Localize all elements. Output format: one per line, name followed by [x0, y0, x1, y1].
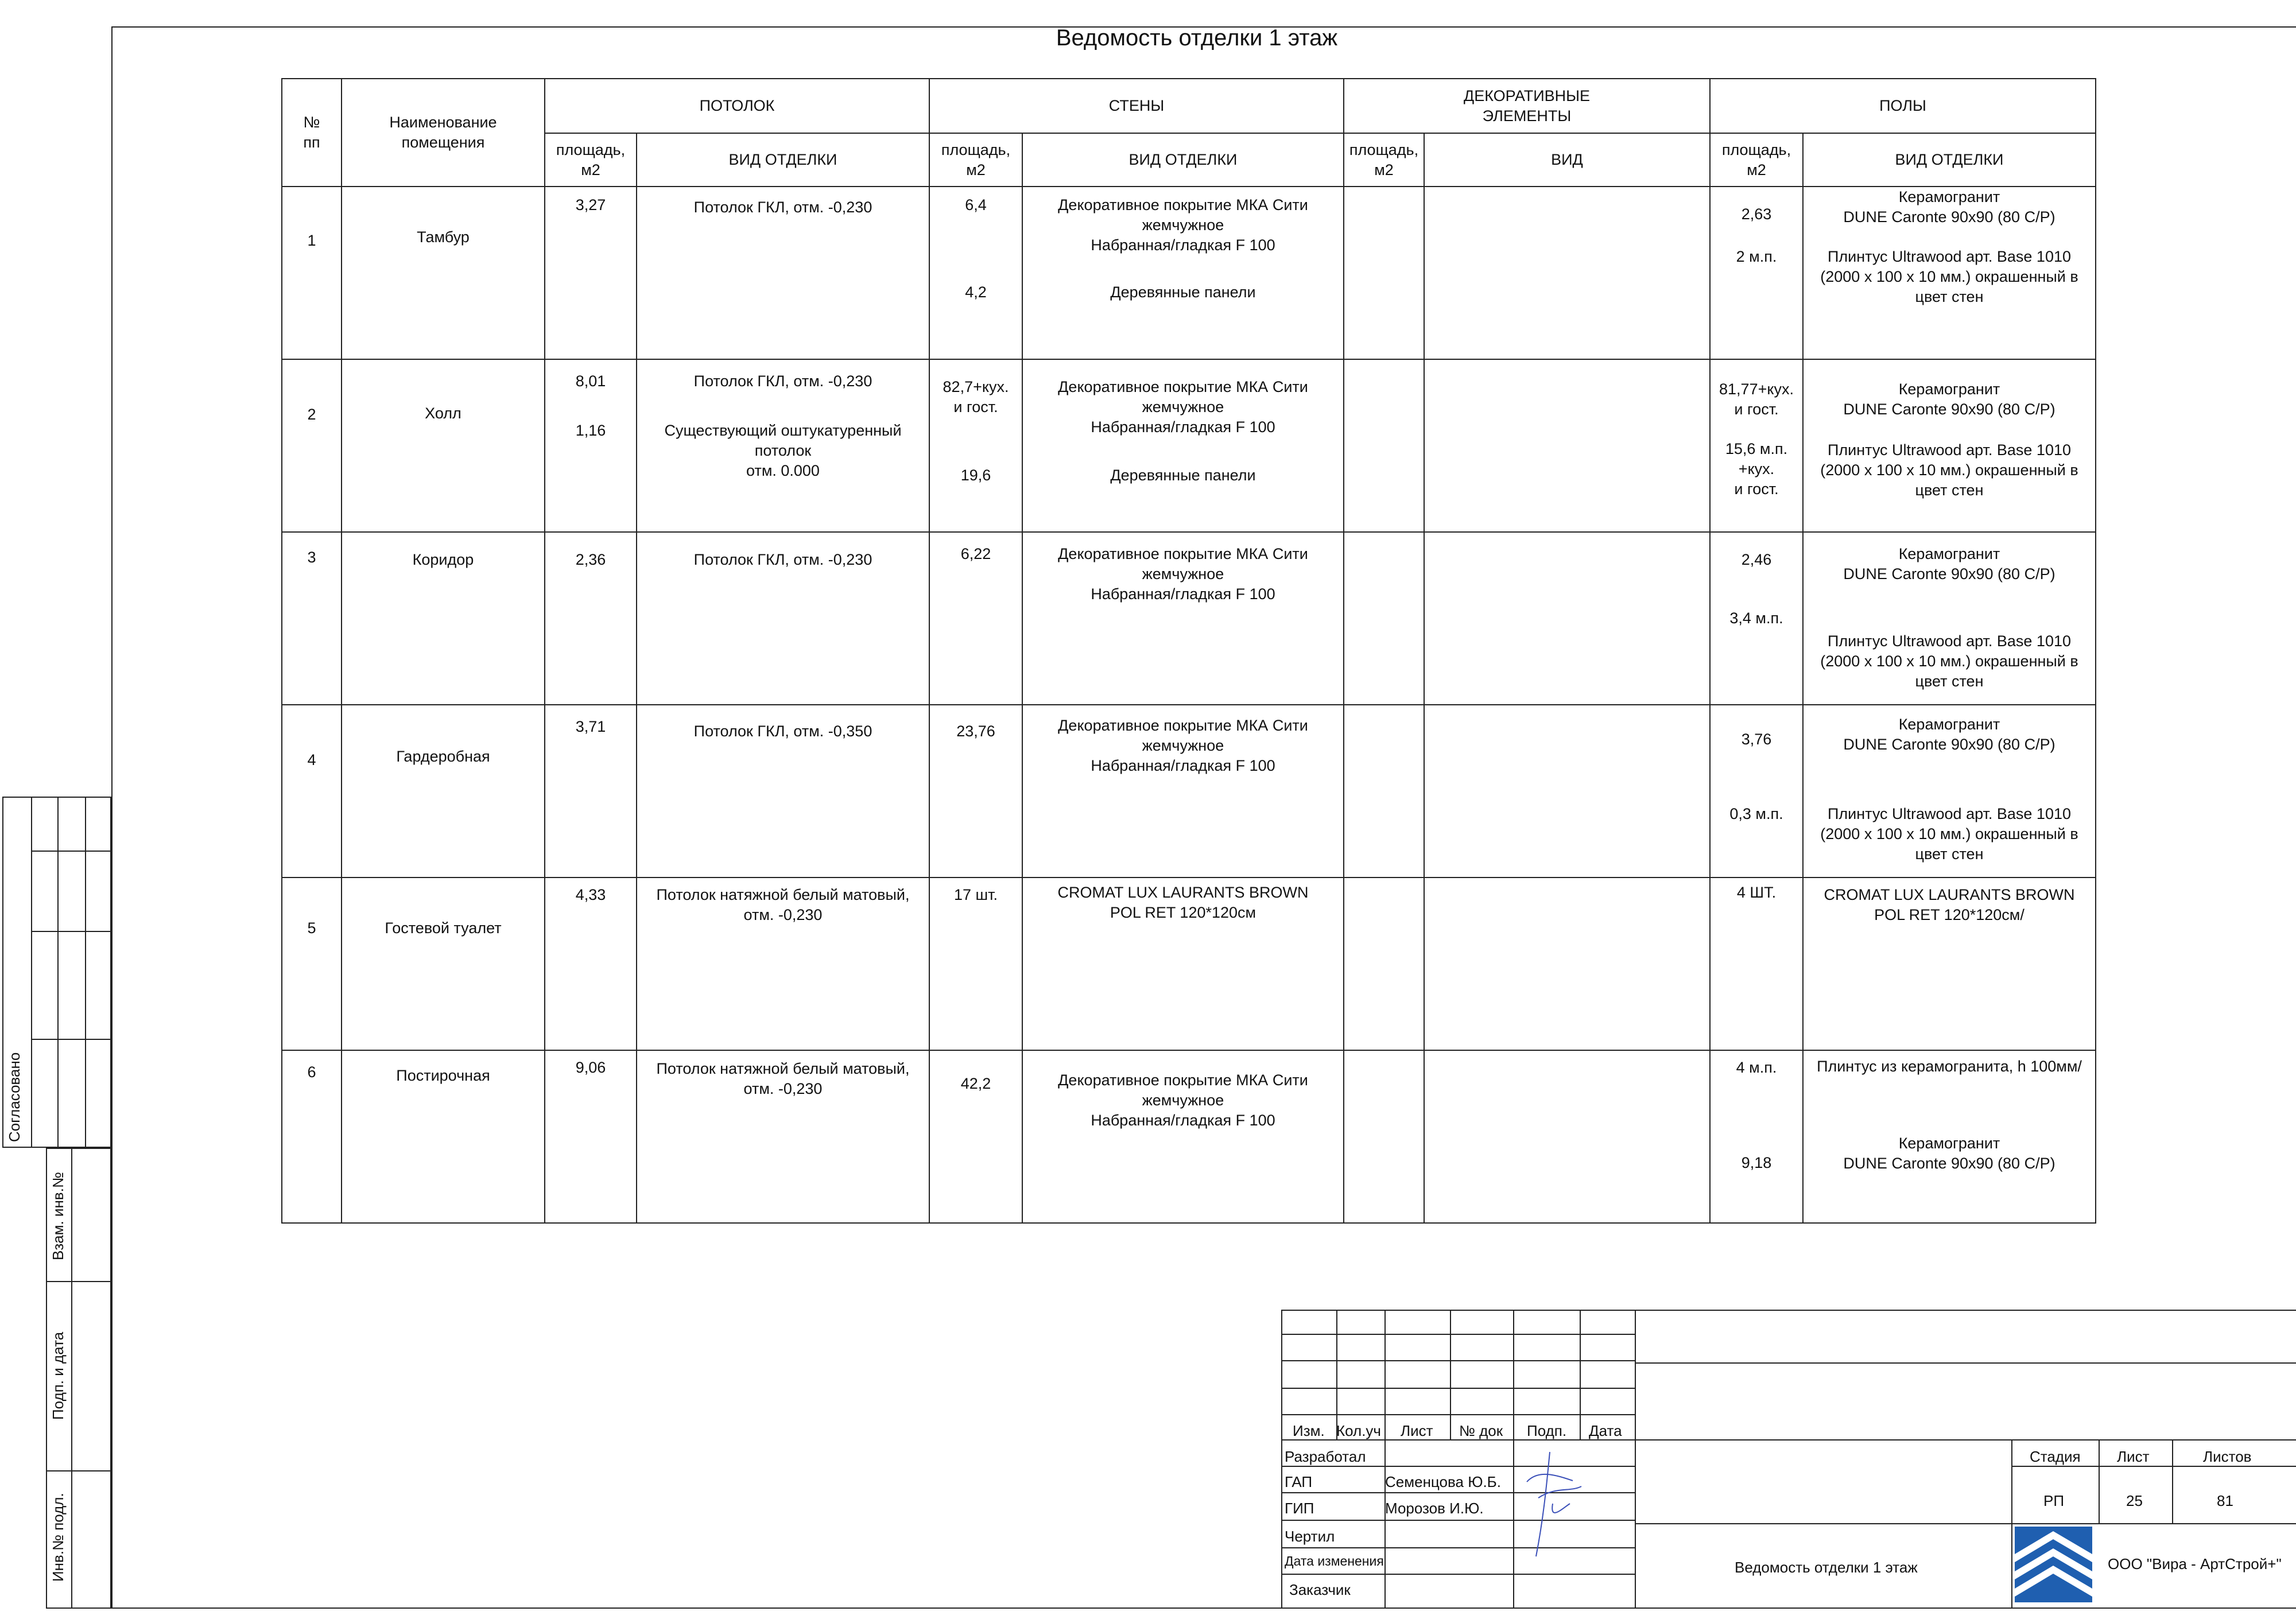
cell-text: 4,33: [575, 886, 606, 903]
signature-image: [1515, 1446, 1590, 1561]
cell-floor-finish: [1803, 359, 2096, 532]
cell-floor-area: [1710, 1050, 1803, 1223]
ref-inv-label: Взам. инв.№: [49, 1172, 67, 1260]
cell-text: Потолок ГКЛ, отм. -0,230: [693, 372, 872, 390]
header-ceiling-area: площадь, м2: [545, 133, 637, 187]
cell-text: 2,36: [575, 551, 606, 568]
cell-walls-finish: [1022, 359, 1344, 532]
cell-walls-area: [929, 705, 1022, 877]
cell-decor-type: [1424, 705, 1710, 877]
cell-text: Плинтус Ultrawood арт. Base 1010 (2000 х 100 х 10 мм.) окрашенный в цвет стен: [1820, 441, 2078, 499]
cell-text: Декоративное покрытие МКА Сити жемчужное Набранная/гладкая F 100: [1058, 378, 1308, 436]
cell-text: 2,46: [1741, 551, 1772, 568]
approved-label: Согласовано: [6, 1052, 23, 1142]
gip-name: Морозов И.Ю.: [1385, 1500, 1484, 1517]
room-name: Коридор: [342, 532, 545, 705]
cell-walls-area: [929, 359, 1022, 532]
cell-text: 2,63: [1741, 205, 1772, 223]
cell-ceiling-area: [545, 705, 637, 877]
stamp-grid-line: [2011, 1466, 2296, 1467]
header-ceiling-finish: ВИД ОТДЕЛКИ: [637, 133, 929, 187]
doc-title: Ведомость отделки 1 этаж: [1735, 1559, 1918, 1576]
cell-text: Деревянные панели: [1110, 467, 1256, 484]
stamp-col-list: Лист: [1401, 1422, 1433, 1439]
inventory-strip-divider: [71, 1148, 72, 1609]
cell-text: 3,27: [575, 196, 606, 213]
cell-walls-finish: [1022, 705, 1344, 877]
sheet-label: Лист: [2117, 1448, 2150, 1465]
cell-text: Декоративное покрытие МКА Сити жемчужное Набранная/гладкая F 100: [1058, 545, 1308, 603]
stamp-grid-line: [1281, 1414, 1635, 1415]
cell-text: Декоративное покрытие МКА Сити жемчужное Набранная/гладкая F 100: [1058, 196, 1308, 254]
cell-text: 4,2: [965, 284, 987, 301]
cell-text: 17 шт.: [953, 886, 998, 903]
cell-decor-type: [1424, 532, 1710, 705]
sheet-title: Ведомость отделки 1 этаж: [1056, 25, 1338, 51]
cell-text: 6,22: [960, 545, 991, 562]
cell-text: 6,4: [965, 196, 987, 213]
header-room-name: Наименование помещения: [342, 79, 545, 187]
cell-ceiling-area: [545, 532, 637, 705]
cell-text: 0,3 м.п.: [1729, 805, 1783, 822]
cell-text: 2 м.п.: [1736, 248, 1777, 265]
cell-text: Деревянные панели: [1110, 284, 1256, 301]
approval-strip-divider: [31, 797, 32, 1148]
inv-orig-label: Инв.№ подл.: [49, 1493, 67, 1582]
stamp-grid-line: [1580, 1310, 1581, 1439]
role-gap: ГАП: [1285, 1473, 1313, 1490]
cell-text: 42,2: [960, 1075, 991, 1092]
row-number: 6: [282, 1050, 342, 1223]
cell-text: 4 м.п.: [1736, 1059, 1777, 1076]
cell-ceiling-area: [545, 877, 637, 1050]
cell-ceiling-finish: [637, 359, 929, 532]
stamp-grid-line: [1281, 1334, 1635, 1335]
table-row: [282, 877, 2096, 1050]
header-decor: ДЕКОРАТИВНЫЕ ЭЛЕМЕНТЫ: [1344, 79, 1710, 133]
cell-text: Плинтус из керамогранита, h 100мм/: [1817, 1058, 2082, 1075]
cell-text: Существующий оштукатуренный потолок отм. 0.000: [664, 422, 902, 479]
cell-text: 1,16: [575, 422, 606, 439]
cell-text: 81,77+кух. и гост.: [1719, 380, 1794, 418]
table-row: [282, 359, 2096, 532]
row-number: 5: [282, 877, 342, 1050]
stamp-col-kolich: Кол.уч: [1336, 1422, 1381, 1439]
row-number: 4: [282, 705, 342, 877]
room-name: Постирочная: [342, 1050, 545, 1223]
header-decor-area: площадь, м2: [1344, 133, 1424, 187]
approval-strip-divider: [57, 797, 59, 1148]
cell-floor-area: [1710, 877, 1803, 1050]
header-decor-type: ВИД: [1424, 133, 1710, 187]
role-customer: Заказчик: [1289, 1581, 1351, 1598]
cell-text: Керамогранит DUNE Caronte 90x90 (80 C/P): [1843, 188, 2055, 226]
cell-floor-finish: [1803, 705, 2096, 877]
cell-decor-type: [1424, 1050, 1710, 1223]
cell-text: Керамогранит DUNE Caronte 90x90 (80 C/P): [1843, 545, 2055, 583]
cell-ceiling-area: [545, 187, 637, 359]
room-name: Гостевой туалет: [342, 877, 545, 1050]
cell-text: Плинтус Ultrawood арт. Base 1010 (2000 х 100 х 10 мм.) окрашенный в цвет стен: [1820, 632, 2078, 690]
cell-text: CROMAT LUX LAURANTS BROWN POL RET 120*120см: [1057, 884, 1309, 921]
role-gip: ГИП: [1285, 1500, 1314, 1517]
cell-text: 15,6 м.п. +кух. и гост.: [1725, 440, 1788, 498]
approval-strip-divider: [85, 797, 86, 1148]
cell-text: Потолок натяжной белый матовый, отм. -0,230: [656, 1060, 910, 1097]
sheet-value: 25: [2126, 1492, 2143, 1509]
header-walls: СТЕНЫ: [929, 79, 1344, 133]
stamp-grid-line: [1281, 1388, 1635, 1389]
cell-text: Керамогранит DUNE Caronte 90x90 (80 C/P): [1843, 380, 2055, 418]
stamp-col-doc: № док: [1459, 1422, 1503, 1439]
table-row: [282, 532, 2096, 705]
room-name: Гардеробная: [342, 705, 545, 877]
header-floor-area: площадь, м2: [1710, 133, 1803, 187]
cell-text: 4 ШТ.: [1736, 884, 1777, 901]
inventory-strip-divider: [46, 1281, 111, 1282]
sheets-value: 81: [2217, 1492, 2233, 1509]
cell-floor-area: [1710, 532, 1803, 705]
cell-walls-area: [929, 532, 1022, 705]
cell-floor-finish: [1803, 1050, 2096, 1223]
cell-decor-area: [1344, 187, 1424, 359]
cell-decor-type: [1424, 187, 1710, 359]
header-floor-finish: ВИД ОТДЕЛКИ: [1803, 133, 2096, 187]
cell-text: Потолок ГКЛ, отм. -0,230: [693, 199, 872, 216]
table-row: [282, 187, 2096, 359]
company-name: ООО "Вира - АртСтрой+": [2108, 1555, 2282, 1572]
cell-walls-area: [929, 1050, 1022, 1223]
header-walls-area: площадь, м2: [929, 133, 1022, 187]
stamp-grid-line: [2172, 1439, 2173, 1523]
stamp-grid-line: [1635, 1362, 2296, 1364]
cell-text: 9,06: [575, 1059, 606, 1076]
cell-ceiling-finish: [637, 532, 929, 705]
cell-text: 9,18: [1741, 1154, 1772, 1171]
cell-ceiling-area: [545, 1050, 637, 1223]
header-ceiling: ПОТОЛОК: [545, 79, 929, 133]
stamp-grid-line: [2099, 1439, 2100, 1523]
cell-text: Потолок ГКЛ, отм. -0,230: [693, 551, 872, 568]
cell-ceiling-finish: [637, 877, 929, 1050]
room-name: Тамбур: [342, 187, 545, 359]
cell-decor-area: [1344, 359, 1424, 532]
stamp-grid-line: [1635, 1310, 1636, 1609]
cell-decor-type: [1424, 877, 1710, 1050]
cell-ceiling-finish: [637, 1050, 929, 1223]
role-change-date: Дата изменения: [1285, 1554, 1384, 1568]
cell-text: CROMAT LUX LAURANTS BROWN POL RET 120*120см/: [1824, 886, 2075, 923]
approval-strip-divider: [31, 931, 111, 932]
cell-text: Плинтус Ultrawood арт. Base 1010 (2000 х 100 х 10 мм.) окрашенный в цвет стен: [1820, 248, 2078, 305]
row-number: 1: [282, 187, 342, 359]
stamp-grid-line: [1281, 1439, 1635, 1440]
role-drafter: Чертил: [1285, 1528, 1335, 1545]
cell-text: Керамогранит DUNE Caronte 90x90 (80 C/P): [1843, 716, 2055, 753]
cell-decor-area: [1344, 877, 1424, 1050]
company-logo: [2015, 1527, 2092, 1602]
room-name: Холл: [342, 359, 545, 532]
header-walls-finish: ВИД ОТДЕЛКИ: [1022, 133, 1344, 187]
cell-floor-finish: [1803, 877, 2096, 1050]
table-row: [282, 1050, 2096, 1223]
sign-date-label: Подп. и дата: [49, 1331, 67, 1420]
cell-ceiling-finish: [637, 187, 929, 359]
cell-walls-finish: [1022, 532, 1344, 705]
cell-floor-area: [1710, 705, 1803, 877]
row-number: 2: [282, 359, 342, 532]
role-developer: Разработал: [1285, 1448, 1366, 1465]
cell-text: Декоративное покрытие МКА Сити жемчужное Набранная/гладкая F 100: [1058, 717, 1308, 774]
cell-text: Потолок натяжной белый матовый, отм. -0,230: [656, 886, 910, 923]
cell-text: 3,76: [1741, 731, 1772, 748]
cell-decor-area: [1344, 705, 1424, 877]
cell-floor-area: [1710, 359, 1803, 532]
row-number: 3: [282, 532, 342, 705]
cell-text: Керамогранит DUNE Caronte 90x90 (80 C/P): [1843, 1135, 2055, 1172]
stamp-grid-line: [2011, 1439, 2012, 1609]
cell-text: 8,01: [575, 372, 606, 390]
header-floors: ПОЛЫ: [1710, 79, 2096, 133]
cell-ceiling-finish: [637, 705, 929, 877]
stamp-grid-line: [1281, 1360, 1635, 1361]
approval-strip-divider: [31, 1039, 111, 1040]
cell-floor-finish: [1803, 187, 2096, 359]
header-num: № пп: [282, 79, 342, 187]
cell-text: 23,76: [956, 723, 995, 740]
cell-text: Декоративное покрытие МКА Сити жемчужное Набранная/гладкая F 100: [1058, 1071, 1308, 1129]
cell-text: 3,71: [575, 718, 606, 735]
cell-text: Плинтус Ultrawood арт. Base 1010 (2000 х 100 х 10 мм.) окрашенный в цвет стен: [1820, 805, 2078, 863]
stamp-col-date: Дата: [1589, 1422, 1622, 1439]
finish-schedule-table: [281, 78, 2096, 1224]
stamp-grid-line: [1635, 1439, 2296, 1440]
cell-walls-finish: [1022, 877, 1344, 1050]
stamp-grid-line: [1513, 1310, 1514, 1609]
cell-text: 19,6: [960, 467, 991, 484]
inventory-strip-divider: [46, 1470, 111, 1471]
sheets-label: Листов: [2203, 1448, 2252, 1465]
stamp-grid-line: [1336, 1310, 1337, 1439]
stage-value: РП: [2043, 1492, 2065, 1509]
approval-strip-divider: [31, 851, 111, 852]
stamp-grid-line: [1384, 1310, 1386, 1609]
cell-decor-type: [1424, 359, 1710, 532]
cell-floor-finish: [1803, 532, 2096, 705]
table-row: [282, 705, 2096, 877]
stamp-grid-line: [1281, 1574, 1635, 1575]
cell-text: 82,7+кух. и гост.: [943, 378, 1009, 416]
stamp-col-sign: Подп.: [1527, 1422, 1567, 1439]
cell-walls-area: [929, 187, 1022, 359]
cell-ceiling-area: [545, 359, 637, 532]
stamp-col-izm: Изм.: [1293, 1422, 1325, 1439]
cell-text: 3,4 м.п.: [1729, 609, 1783, 627]
gap-name: Семенцова Ю.Б.: [1385, 1473, 1501, 1490]
stamp-grid-line: [1450, 1310, 1451, 1439]
stamp-grid-line: [1635, 1523, 2296, 1524]
stage-label: Стадия: [2030, 1448, 2081, 1465]
cell-decor-area: [1344, 1050, 1424, 1223]
cell-walls-finish: [1022, 187, 1344, 359]
cell-text: Потолок ГКЛ, отм. -0,350: [693, 723, 872, 740]
cell-walls-finish: [1022, 1050, 1344, 1223]
cell-walls-area: [929, 877, 1022, 1050]
cell-decor-area: [1344, 532, 1424, 705]
cell-floor-area: [1710, 187, 1803, 359]
